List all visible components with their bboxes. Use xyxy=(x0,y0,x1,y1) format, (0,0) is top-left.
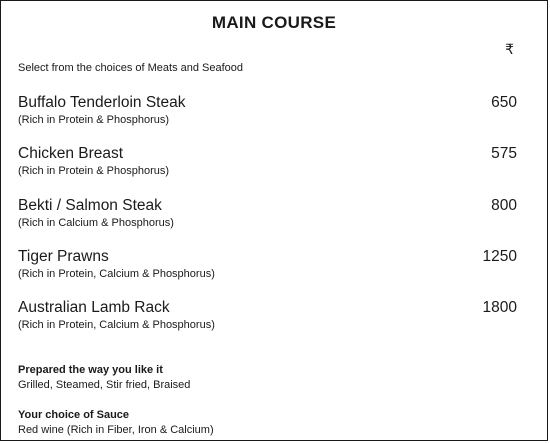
menu-item xyxy=(18,196,517,230)
item-note: (Rich in Protein & Phosphorus) xyxy=(18,165,170,177)
item-note: (Rich in Calcium & Phosphorus) xyxy=(18,217,174,229)
page-title: MAIN COURSE xyxy=(211,13,337,32)
preparation-text: Grilled, Steamed, Stir fried, Braised xyxy=(18,379,191,391)
intro-text: Select from the choices of Meats and Seafood xyxy=(18,62,244,74)
item-name: Australian Lamb Rack xyxy=(18,299,170,316)
item-name: Chicken Breast xyxy=(18,145,124,162)
sauce-heading: Your choice of Sauce xyxy=(18,409,130,421)
currency-symbol: ₹ xyxy=(505,41,514,57)
preparation-section xyxy=(18,363,190,393)
preparation-heading: Prepared the way you like it xyxy=(18,364,163,376)
item-price: 1250 xyxy=(482,248,517,265)
menu-item xyxy=(18,298,517,332)
item-price: 575 xyxy=(491,145,517,162)
item-price: 800 xyxy=(491,197,517,214)
sauce-text: Red wine (Rich in Fiber, Iron & Calcium) xyxy=(18,424,214,436)
sauce-section xyxy=(18,408,214,438)
item-name: Bekti / Salmon Steak xyxy=(18,197,162,214)
menu-item xyxy=(18,93,517,127)
item-price: 1800 xyxy=(482,299,517,316)
item-note: (Rich in Protein & Phosphorus) xyxy=(18,114,170,126)
item-name: Buffalo Tenderloin Steak xyxy=(18,94,186,111)
item-note: (Rich in Protein, Calcium & Phosphorus) xyxy=(18,268,215,280)
menu-item xyxy=(18,247,517,281)
item-price: 650 xyxy=(491,94,517,111)
menu-item xyxy=(18,144,517,178)
item-name: Tiger Prawns xyxy=(18,248,109,265)
item-note: (Rich in Protein, Calcium & Phosphorus) xyxy=(18,319,215,331)
